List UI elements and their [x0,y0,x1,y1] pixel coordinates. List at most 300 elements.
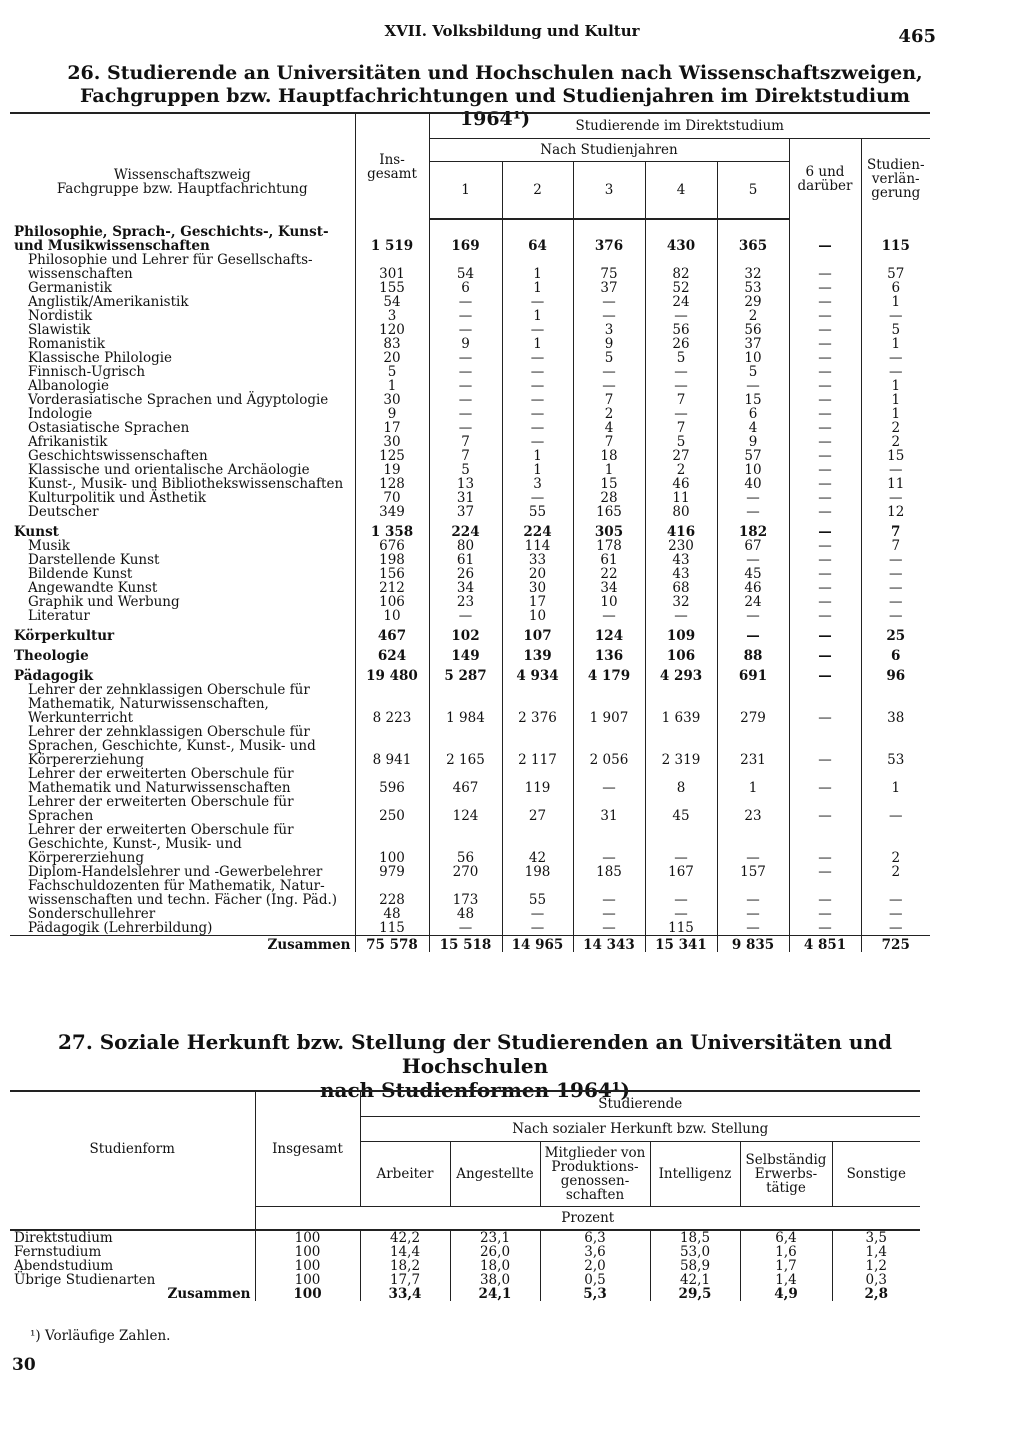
cell-value: 1,4 [832,1245,920,1259]
cell-value: 30 [355,435,429,449]
cell-value: 5 287 [429,663,502,683]
cell-value: 1 [861,393,930,407]
cell-value: — [789,767,861,795]
cell-value: 376 [573,219,645,253]
table26-subgroup-header: Nach Studienjahren [429,139,789,162]
table27 [10,1090,920,1301]
cell-value: 14,4 [360,1245,450,1259]
cell-value: — [717,907,789,921]
cell-value: — [789,323,861,337]
cell-value: — [717,623,789,643]
row-label: Afrikanistik [28,434,108,450]
cell-value: 100 [255,1273,360,1287]
cell-value: 1 [502,463,573,477]
cell-value: 37 [429,505,502,519]
cell-value: 1,4 [740,1273,832,1287]
cell-value: 2 117 [502,725,573,767]
table26-col-2: 2 [502,162,573,220]
table26-row [10,309,930,323]
cell-value: 1 [355,379,429,393]
cell-value: 2 165 [429,725,502,767]
cell-value: — [789,463,861,477]
cell-value: 11 [861,477,930,491]
cell-value: 100 [255,1287,360,1301]
row-label: Lehrer der erweiterten Oberschule für Geschichte, Kunst-, Musik- und Körpererziehung [28,822,294,866]
cell-value: — [645,407,717,421]
cell-value: 17,7 [360,1273,450,1287]
cell-value: 1 358 [355,519,429,539]
cell-value: 9 [429,337,502,351]
cell-value: 29 [717,295,789,309]
cell-value: — [789,581,861,595]
cell-value: 115 [645,921,717,936]
table26-row [10,407,930,421]
cell-value: 18,2 [360,1259,450,1273]
cell-value: 1 984 [429,683,502,725]
cell-value: 6 [717,407,789,421]
cell-value: — [502,921,573,936]
cell-value: 54 [429,253,502,281]
table26-col-6: 6 und darüber [789,139,861,220]
cell-value: — [502,421,573,435]
cell-value: — [861,907,930,921]
table27-col-arbeiter: Arbeiter [360,1142,450,1207]
cell-value: 169 [429,219,502,253]
cell-value: 2 [861,865,930,879]
table26-row [10,879,930,907]
table27-unit-spacer [10,1207,255,1231]
cell-value: — [789,449,861,463]
cell-value: 75 578 [355,936,429,953]
cell-value: 9 835 [717,936,789,953]
cell-value: 6,4 [740,1230,832,1245]
cell-value: 128 [355,477,429,491]
table26-title-line2: Fachgruppen bzw. Hauptfachrichtungen und Studienjahren im Direktstudium 1964¹) [79,85,911,130]
row-label: Pädagogik [14,668,94,684]
row-label: Kunst [14,524,59,540]
cell-value: 182 [717,519,789,539]
running-head: XVII. Volksbildung und Kultur [384,22,640,40]
cell-value: 15 [717,393,789,407]
cell-value: 5 [355,365,429,379]
cell-value: 2 376 [502,683,573,725]
cell-value: 139 [502,643,573,663]
cell-value: 15 [861,449,930,463]
cell-value: 32 [717,253,789,281]
cell-value: — [717,823,789,865]
cell-value: — [861,491,930,505]
cell-value: 15 518 [429,936,502,953]
cell-value: — [789,595,861,609]
cell-value: 4 179 [573,663,645,683]
cell-value: 11 [645,491,717,505]
cell-value: — [429,421,502,435]
cell-value: 979 [355,865,429,879]
cell-value: 107 [502,623,573,643]
row-label: Lehrer der erweiterten Oberschule für Mathematik und Naturwissenschaften [28,766,294,796]
row-label: Geschichtswissenschaften [28,448,208,464]
cell-value: 9 [355,407,429,421]
cell-value: — [502,365,573,379]
cell-value: 3,5 [832,1230,920,1245]
cell-value: — [645,309,717,323]
cell-value: 31 [429,491,502,505]
table27-stub-header: Studienform [10,1091,255,1207]
cell-value: 10 [502,609,573,623]
cell-value: 5 [573,351,645,365]
cell-value: 30 [355,393,429,407]
cell-value: 17 [355,421,429,435]
cell-value: 42,1 [650,1273,740,1287]
corner-number: 30 [12,1355,36,1375]
cell-value: 28 [573,491,645,505]
cell-value: 83 [355,337,429,351]
cell-value: — [861,553,930,567]
cell-value: 30 [502,581,573,595]
cell-value: 57 [717,449,789,463]
cell-value: — [429,309,502,323]
cell-value: 6,3 [540,1230,650,1245]
row-label: Diplom-Handelslehrer und -Gewerbelehrer [28,864,323,880]
cell-value: 10 [573,595,645,609]
cell-value: 40 [717,477,789,491]
cell-value: — [429,365,502,379]
cell-value: — [789,491,861,505]
row-label: Darstellende Kunst [28,552,160,568]
table26-row [10,795,930,823]
cell-value: 20 [355,351,429,365]
table26-row [10,683,930,725]
table27-col-intelligenz: Intelligenz [650,1142,740,1207]
cell-value: 4,9 [740,1287,832,1301]
table27-title-line1: 27. Soziale Herkunft bzw. Stellung der Studierenden an Universitäten und Hochschulen [57,1030,892,1078]
cell-value: — [502,295,573,309]
cell-value: — [645,365,717,379]
cell-value: 22 [573,567,645,581]
cell-value: 3 [355,309,429,323]
cell-value: 1 [861,767,930,795]
cell-value: — [789,567,861,581]
cell-value: 14 965 [502,936,573,953]
cell-value: 53 [861,725,930,767]
cell-value: 15 [573,477,645,491]
cell-value: 178 [573,539,645,553]
cell-value: 0,3 [832,1273,920,1287]
cell-value: — [789,663,861,683]
table26-row [10,823,930,865]
row-label: Klassische Philologie [28,350,173,366]
cell-value: 26 [429,567,502,581]
table26-col-1: 1 [429,162,502,220]
cell-value: 10 [717,351,789,365]
cell-value: — [861,921,930,936]
cell-value: 19 480 [355,663,429,683]
row-label: Musik [28,538,70,554]
row-label: Übrige Studienarten [14,1272,156,1288]
cell-value: — [861,609,930,623]
cell-value: 5 [429,463,502,477]
cell-value: — [502,907,573,921]
table26-stub-header: Wissenschaftszweig Fachgruppe bzw. Hauptfachrichtung [10,113,355,219]
cell-value: 416 [645,519,717,539]
cell-value: 119 [502,767,573,795]
cell-value: — [573,879,645,907]
cell-value: 301 [355,253,429,281]
cell-value: — [789,907,861,921]
cell-value: 5 [861,323,930,337]
cell-value: 10 [717,463,789,477]
cell-value: — [573,365,645,379]
cell-value: 24 [645,295,717,309]
row-label: Klassische und orientalische Archäologie [28,462,310,478]
cell-value: — [789,921,861,936]
row-label: Vorderasiatische Sprachen und Ägyptologie [28,392,329,408]
row-label: Zusammen [167,1286,251,1302]
cell-value: 37 [573,281,645,295]
row-label: Lehrer der zehnklassigen Oberschule für Sprachen, Geschichte, Kunst-, Musik- und Körpererziehung [28,724,316,768]
row-label: Kunst-, Musik- und Bibliothekswissenschaften [28,476,344,492]
cell-value: 624 [355,643,429,663]
cell-value: — [502,393,573,407]
cell-value: 27 [645,449,717,463]
row-label: Ostasiatische Sprachen [28,420,190,436]
cell-value: — [645,879,717,907]
cell-value: — [717,879,789,907]
cell-value: — [789,823,861,865]
cell-value: 596 [355,767,429,795]
cell-value: — [789,435,861,449]
table26-row [10,365,930,379]
cell-value: 75 [573,253,645,281]
cell-value: 1,2 [832,1259,920,1273]
table26-row [10,295,930,309]
cell-value: 2 [717,309,789,323]
cell-value: 48 [355,907,429,921]
cell-value: 7 [861,539,930,553]
table27-row [10,1287,920,1301]
cell-value: 32 [645,595,717,609]
row-label: Romanistik [28,336,106,352]
cell-value: — [789,421,861,435]
cell-value: 38,0 [450,1273,540,1287]
table26-insgesamt-header: Ins- gesamt [355,113,429,219]
cell-value: — [789,365,861,379]
cell-value: 67 [717,539,789,553]
cell-value: 1 639 [645,683,717,725]
cell-value: 1 [717,767,789,795]
table26-col-3: 3 [573,162,645,220]
cell-value: 270 [429,865,502,879]
cell-value: — [573,379,645,393]
cell-value: 43 [645,553,717,567]
cell-value: 124 [573,623,645,643]
row-label: Bildende Kunst [28,566,133,582]
cell-value: 228 [355,879,429,907]
cell-value: 12 [861,505,930,519]
row-label: Pädagogik (Lehrerbildung) [28,920,213,936]
cell-value: 1 [861,295,930,309]
row-label: Angewandte Kunst [28,580,158,596]
cell-value: 4 293 [645,663,717,683]
cell-value: — [502,491,573,505]
cell-value: 23 [429,595,502,609]
cell-value: 115 [861,219,930,253]
table27-unit: Prozent [255,1207,920,1231]
cell-value: — [861,351,930,365]
table26-row [10,505,930,519]
table26-title-line1: 26. Studierende an Universitäten und Hochschulen nach Wissenschaftszweigen, [67,62,923,84]
cell-value: 5,3 [540,1287,650,1301]
cell-value: — [789,609,861,623]
cell-value: — [429,295,502,309]
cell-value: — [789,879,861,907]
cell-value: — [717,553,789,567]
cell-value: 13 [429,477,502,491]
table26-row [10,539,930,553]
cell-value: 57 [861,253,930,281]
cell-value: — [861,567,930,581]
cell-value: 430 [645,219,717,253]
cell-value: 70 [355,491,429,505]
table26-row [10,907,930,921]
cell-value: 6 [861,281,930,295]
row-label: Sonderschullehrer [28,906,156,922]
cell-value: 82 [645,253,717,281]
row-label: Albanologie [28,378,109,394]
cell-value: 2 319 [645,725,717,767]
cell-value: 20 [502,567,573,581]
cell-value: — [789,519,861,539]
cell-value: 33 [502,553,573,567]
cell-value: 56 [717,323,789,337]
cell-value: — [573,609,645,623]
cell-value: 24 [717,595,789,609]
cell-value: — [789,407,861,421]
cell-value: 3,6 [540,1245,650,1259]
cell-value: 56 [645,323,717,337]
row-label: Deutscher [28,504,99,520]
cell-value: 53,0 [650,1245,740,1259]
cell-value: 6 [861,643,930,663]
cell-value: 467 [429,767,502,795]
cell-value: 157 [717,865,789,879]
row-label: Lehrer der zehnklassigen Oberschule für Mathematik, Naturwissenschaften, Werkunterricht [28,682,310,726]
cell-value: 29,5 [650,1287,740,1301]
cell-value: — [717,491,789,505]
cell-value: 45 [645,795,717,823]
cell-value: 124 [429,795,502,823]
cell-value: 8 [645,767,717,795]
cell-value: 2 [645,463,717,477]
table26-row [10,595,930,609]
cell-value: 1 [861,407,930,421]
table27-col-lpg: Mitglieder von Produktions- genossen- schaften [540,1142,650,1207]
cell-value: 18,0 [450,1259,540,1273]
cell-value: 8 941 [355,725,429,767]
table26 [10,112,930,952]
cell-value: — [573,309,645,323]
cell-value: 100 [255,1230,360,1245]
cell-value: — [861,309,930,323]
cell-value: 43 [645,567,717,581]
row-label: Slawistik [28,322,91,338]
cell-value: — [789,219,861,253]
cell-value: 61 [573,553,645,567]
cell-value: 279 [717,683,789,725]
cell-value: 114 [502,539,573,553]
cell-value: 7 [645,393,717,407]
row-label: Zusammen [10,936,355,953]
row-label: Literatur [28,608,90,624]
cell-value: 42 [502,823,573,865]
cell-value: 198 [355,553,429,567]
cell-value: 7 [429,435,502,449]
cell-value: 31 [573,795,645,823]
table26-row [10,663,930,683]
cell-value: 55 [502,505,573,519]
cell-value: — [789,337,861,351]
cell-value: 37 [717,337,789,351]
cell-value: 102 [429,623,502,643]
cell-value: 80 [645,505,717,519]
cell-value: 305 [573,519,645,539]
cell-value: — [789,309,861,323]
cell-value: — [789,281,861,295]
cell-value: 23,1 [450,1230,540,1245]
row-label: Körperkultur [14,628,115,644]
cell-value: — [789,643,861,663]
cell-value: — [645,907,717,921]
cell-value: 5 [645,435,717,449]
cell-value: — [717,379,789,393]
cell-value: 120 [355,323,429,337]
cell-value: 1 [861,379,930,393]
table26-row [10,435,930,449]
cell-value: 1,7 [740,1259,832,1273]
table26-row [10,767,930,795]
table27-subgroup-header: Nach sozialer Herkunft bzw. Stellung [360,1117,920,1142]
cell-value: — [861,595,930,609]
page-number: 465 [898,26,936,47]
cell-value: 109 [645,623,717,643]
cell-value: 42,2 [360,1230,450,1245]
row-label: Philosophie, Sprach-, Geschichts-, Kunst- und Musikwissenschaften [14,224,329,254]
cell-value: 149 [429,643,502,663]
cell-value: 1 [502,449,573,463]
cell-value: 100 [255,1259,360,1273]
table27-group-header: Studierende [360,1091,920,1117]
cell-value: — [789,253,861,281]
cell-value: — [789,539,861,553]
cell-value: 212 [355,581,429,595]
cell-value: — [502,407,573,421]
cell-value: — [573,823,645,865]
cell-value: 3 [502,477,573,491]
cell-value: 173 [429,879,502,907]
cell-value: 4 851 [789,936,861,953]
cell-value: 15 341 [645,936,717,953]
cell-value: 96 [861,663,930,683]
cell-value: 136 [573,643,645,663]
cell-value: — [789,295,861,309]
table26-col-5: 5 [717,162,789,220]
table26-row [10,449,930,463]
cell-value: — [861,879,930,907]
table26-row [10,865,930,879]
cell-value: — [861,365,930,379]
row-label: Theologie [14,648,89,664]
table26-group-header: Studierende im Direktstudium [429,113,930,139]
